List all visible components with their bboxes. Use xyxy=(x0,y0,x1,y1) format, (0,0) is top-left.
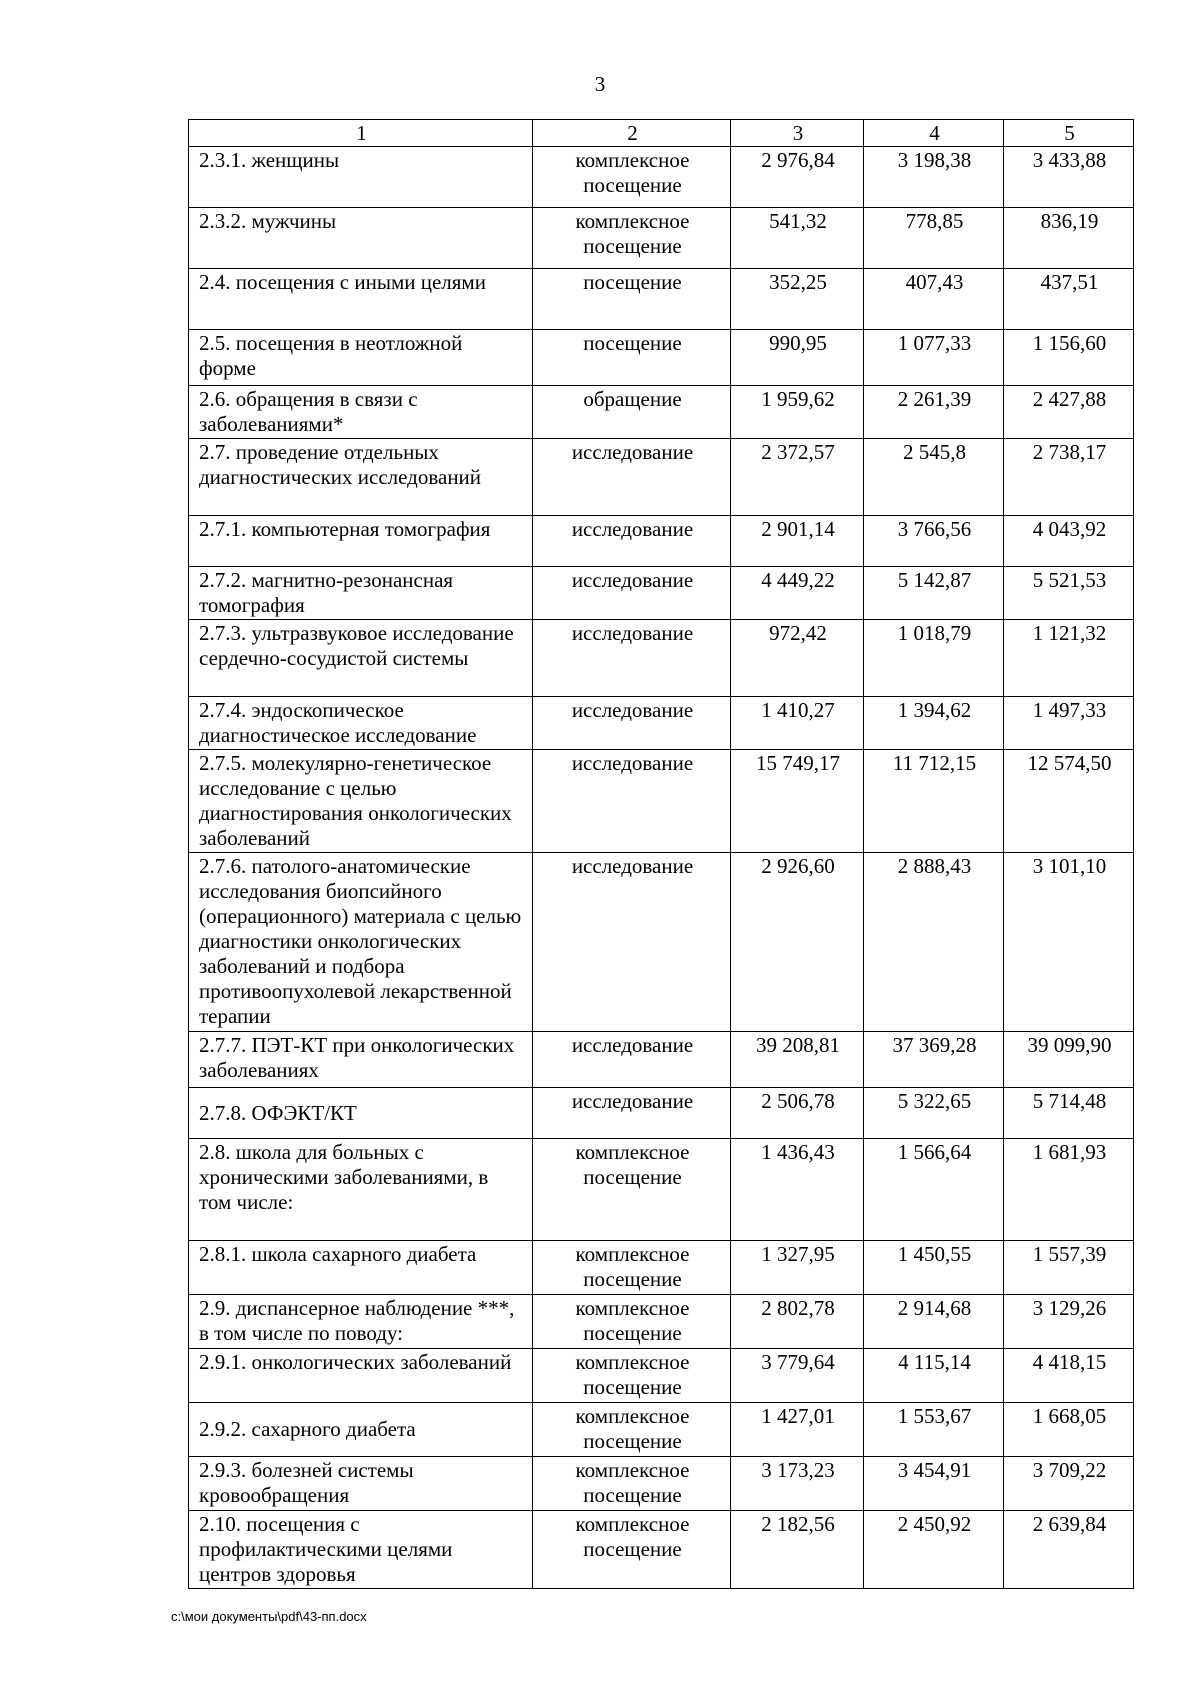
row-unit: комплексное посещение xyxy=(533,1511,731,1589)
row-value: 1 959,62 xyxy=(731,386,864,439)
row-value: 1 566,64 xyxy=(864,1139,1004,1241)
row-value: 1 018,79 xyxy=(864,620,1004,697)
row-name: 2.3.1. женщины xyxy=(189,147,533,208)
table-header-row xyxy=(189,120,1134,147)
row-value: 5 521,53 xyxy=(1004,567,1134,620)
row-name: 2.7.8. ОФЭКТ/КТ xyxy=(189,1088,533,1139)
row-name: 2.9.1. онкологических заболеваний xyxy=(189,1349,533,1403)
row-unit: комплексное посещение xyxy=(533,147,731,208)
table-row xyxy=(189,439,1134,516)
row-value: 12 574,50 xyxy=(1004,750,1134,853)
row-value: 4 115,14 xyxy=(864,1349,1004,1403)
row-value: 1 497,33 xyxy=(1004,697,1134,750)
row-unit: исследование xyxy=(533,516,731,567)
column-header: 2 xyxy=(533,120,731,147)
row-unit: исследование xyxy=(533,567,731,620)
row-value: 972,42 xyxy=(731,620,864,697)
table-row xyxy=(189,1032,1134,1088)
row-value: 1 410,27 xyxy=(731,697,864,750)
row-value: 1 553,67 xyxy=(864,1403,1004,1457)
row-unit: комплексное посещение xyxy=(533,208,731,269)
row-name: 2.9. диспансерное наблюдение ***, в том числе по поводу: xyxy=(189,1295,533,1349)
table-row xyxy=(189,1295,1134,1349)
row-name: 2.7.7. ПЭТ-КТ при онкологических заболеваниях xyxy=(189,1032,533,1088)
row-value: 1 327,95 xyxy=(731,1241,864,1295)
row-name: 2.5. посещения в неотложной форме xyxy=(189,330,533,386)
row-value: 3 173,23 xyxy=(731,1457,864,1511)
row-name: 2.7.6. патолого-анатомические исследования биопсийного (операционного) материала с целью диагностики онкологических заболеваний и подбора противоопухолевой лекарственной терапии xyxy=(189,853,533,1032)
row-value: 2 261,39 xyxy=(864,386,1004,439)
row-unit: посещение xyxy=(533,330,731,386)
row-name: 2.7. проведение отдельных диагностических исследований xyxy=(189,439,533,516)
tariff-table xyxy=(188,119,1134,1589)
row-name: 2.6. обращения в связи с заболеваниями* xyxy=(189,386,533,439)
page-number: 3 xyxy=(594,72,606,96)
row-value: 3 101,10 xyxy=(1004,853,1134,1032)
row-value: 15 749,17 xyxy=(731,750,864,853)
table-row xyxy=(189,1139,1134,1241)
row-value: 1 394,62 xyxy=(864,697,1004,750)
row-value: 37 369,28 xyxy=(864,1032,1004,1088)
row-name: 2.3.2. мужчины xyxy=(189,208,533,269)
row-unit: комплексное посещение xyxy=(533,1349,731,1403)
row-value: 2 802,78 xyxy=(731,1295,864,1349)
table-row xyxy=(189,1457,1134,1511)
row-name: 2.4. посещения с иными целями xyxy=(189,269,533,330)
row-value: 4 449,22 xyxy=(731,567,864,620)
row-value: 407,43 xyxy=(864,269,1004,330)
row-unit: комплексное посещение xyxy=(533,1241,731,1295)
table-row xyxy=(189,750,1134,853)
row-value: 1 557,39 xyxy=(1004,1241,1134,1295)
row-name: 2.7.2. магнитно-резонансная томография xyxy=(189,567,533,620)
row-value: 2 506,78 xyxy=(731,1088,864,1139)
table-row xyxy=(189,697,1134,750)
row-unit: исследование xyxy=(533,750,731,853)
row-value: 1 668,05 xyxy=(1004,1403,1134,1457)
row-value: 1 436,43 xyxy=(731,1139,864,1241)
row-name: 2.7.1. компьютерная томография xyxy=(189,516,533,567)
table-row xyxy=(189,330,1134,386)
row-unit: исследование xyxy=(533,439,731,516)
row-value: 2 926,60 xyxy=(731,853,864,1032)
row-unit: исследование xyxy=(533,697,731,750)
row-value: 1 427,01 xyxy=(731,1403,864,1457)
column-header: 5 xyxy=(1004,120,1134,147)
column-header: 3 xyxy=(731,120,864,147)
table-row xyxy=(189,1349,1134,1403)
row-value: 4 418,15 xyxy=(1004,1349,1134,1403)
column-header: 1 xyxy=(189,120,533,147)
row-name: 2.8. школа для больных с хроническими заболеваниями, в том числе: xyxy=(189,1139,533,1241)
row-value: 2 914,68 xyxy=(864,1295,1004,1349)
column-header: 4 xyxy=(864,120,1004,147)
table-row xyxy=(189,386,1134,439)
table-row xyxy=(189,567,1134,620)
row-unit: посещение xyxy=(533,269,731,330)
row-value: 3 129,26 xyxy=(1004,1295,1134,1349)
row-value: 836,19 xyxy=(1004,208,1134,269)
row-value: 2 182,56 xyxy=(731,1511,864,1589)
row-value: 778,85 xyxy=(864,208,1004,269)
table-row xyxy=(189,620,1134,697)
row-value: 2 427,88 xyxy=(1004,386,1134,439)
row-value: 990,95 xyxy=(731,330,864,386)
row-value: 3 709,22 xyxy=(1004,1457,1134,1511)
row-value: 3 766,56 xyxy=(864,516,1004,567)
row-unit: комплексное посещение xyxy=(533,1457,731,1511)
row-value: 352,25 xyxy=(731,269,864,330)
row-value: 1 121,32 xyxy=(1004,620,1134,697)
row-unit: комплексное посещение xyxy=(533,1403,731,1457)
row-value: 437,51 xyxy=(1004,269,1134,330)
row-name: 2.7.5. молекулярно-генетическое исследование с целью диагностирования онкологических заболеваний xyxy=(189,750,533,853)
table-row xyxy=(189,147,1134,208)
row-name: 2.8.1. школа сахарного диабета xyxy=(189,1241,533,1295)
row-value: 39 208,81 xyxy=(731,1032,864,1088)
row-name: 2.10. посещения с профилактическими целями центров здоровья xyxy=(189,1511,533,1589)
row-value: 2 639,84 xyxy=(1004,1511,1134,1589)
row-value: 2 901,14 xyxy=(731,516,864,567)
row-value: 1 077,33 xyxy=(864,330,1004,386)
row-unit: комплексное посещение xyxy=(533,1295,731,1349)
table-row xyxy=(189,1403,1134,1457)
row-value: 3 779,64 xyxy=(731,1349,864,1403)
row-value: 3 198,38 xyxy=(864,147,1004,208)
row-unit: комплексное посещение xyxy=(533,1139,731,1241)
table-row xyxy=(189,1088,1134,1139)
table-row xyxy=(189,208,1134,269)
row-value: 5 714,48 xyxy=(1004,1088,1134,1139)
row-value: 39 099,90 xyxy=(1004,1032,1134,1088)
row-value: 2 738,17 xyxy=(1004,439,1134,516)
row-name: 2.7.3. ультразвуковое исследование сердечно-сосудистой системы xyxy=(189,620,533,697)
row-name: 2.9.2. сахарного диабета xyxy=(189,1403,533,1457)
row-value: 2 372,57 xyxy=(731,439,864,516)
row-value: 5 142,87 xyxy=(864,567,1004,620)
row-value: 4 043,92 xyxy=(1004,516,1134,567)
row-unit: исследование xyxy=(533,620,731,697)
table-row xyxy=(189,1511,1134,1589)
row-unit: обращение xyxy=(533,386,731,439)
row-value: 541,32 xyxy=(731,208,864,269)
row-value: 1 450,55 xyxy=(864,1241,1004,1295)
row-value: 2 450,92 xyxy=(864,1511,1004,1589)
row-value: 3 454,91 xyxy=(864,1457,1004,1511)
row-value: 2 888,43 xyxy=(864,853,1004,1032)
row-unit: исследование xyxy=(533,1088,731,1139)
row-value: 5 322,65 xyxy=(864,1088,1004,1139)
row-value: 1 156,60 xyxy=(1004,330,1134,386)
row-value: 2 545,8 xyxy=(864,439,1004,516)
table-row xyxy=(189,853,1134,1032)
row-name: 2.7.4. эндоскопическое диагностическое исследование xyxy=(189,697,533,750)
file-path-footer: c:\мои документы\pdf\43-пп.docx xyxy=(171,1609,367,1624)
row-value: 2 976,84 xyxy=(731,147,864,208)
table-row xyxy=(189,516,1134,567)
row-unit: исследование xyxy=(533,853,731,1032)
table-row xyxy=(189,1241,1134,1295)
row-value: 3 433,88 xyxy=(1004,147,1134,208)
row-unit: исследование xyxy=(533,1032,731,1088)
row-value: 11 712,15 xyxy=(864,750,1004,853)
row-value: 1 681,93 xyxy=(1004,1139,1134,1241)
table-row xyxy=(189,269,1134,330)
row-name: 2.9.3. болезней системы кровообращения xyxy=(189,1457,533,1511)
